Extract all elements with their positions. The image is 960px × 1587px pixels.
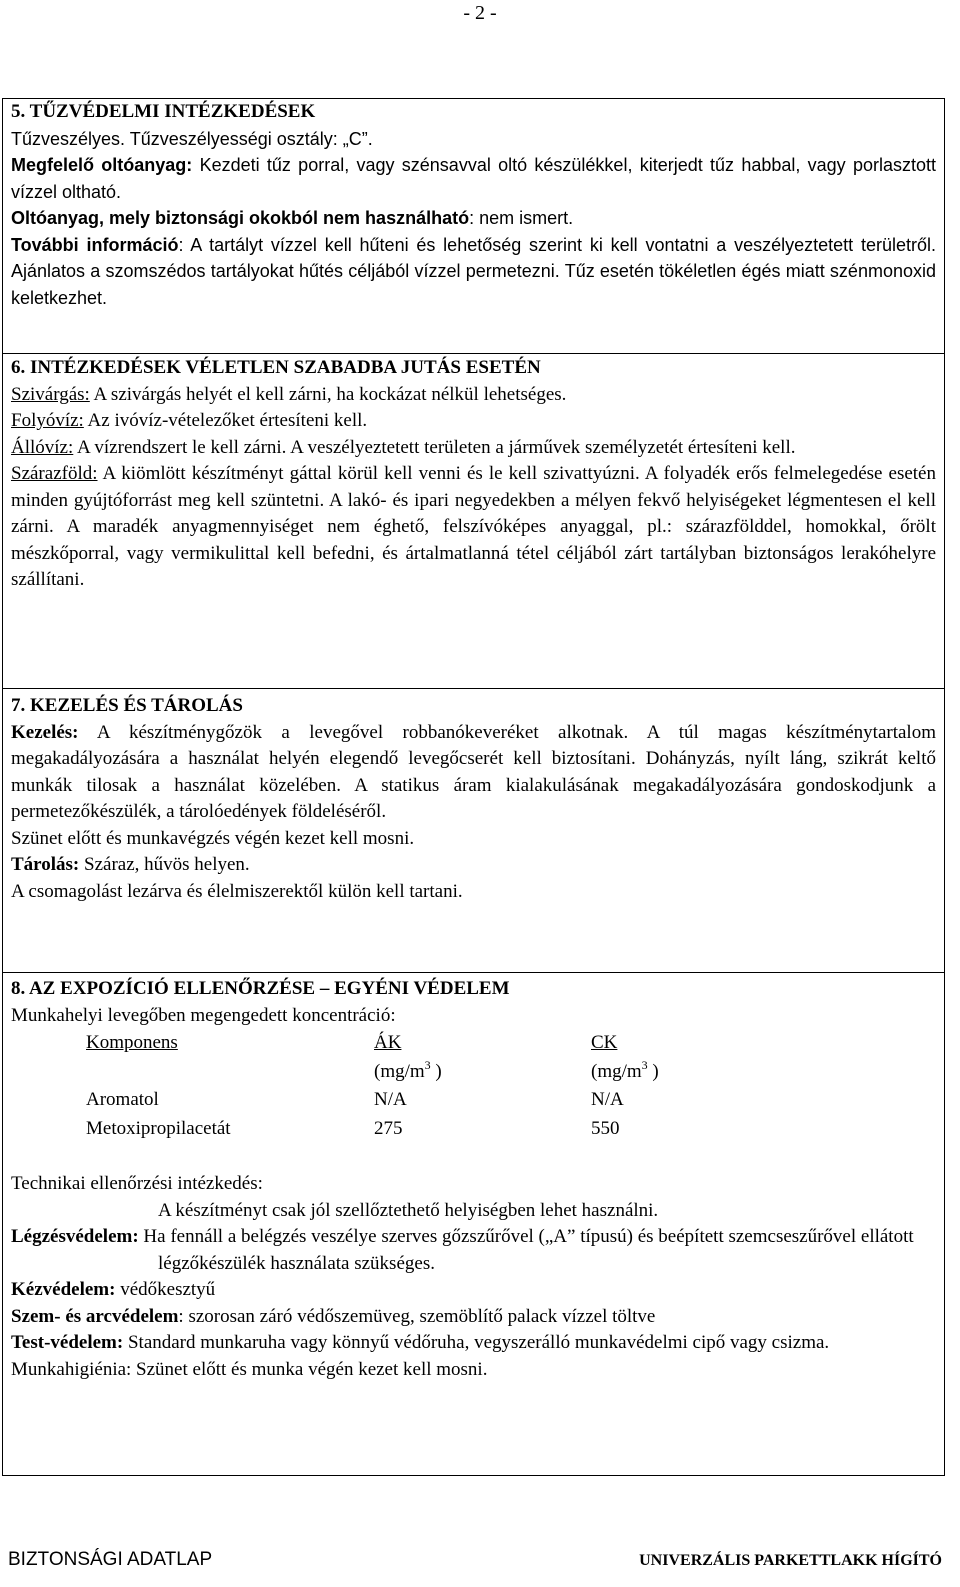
row-ak: 275	[374, 1117, 403, 1139]
section-7-heading: 7. KEZELÉS ÉS TÁROLÁS	[11, 695, 243, 716]
footer-product-name: UNIVERZÁLIS PARKETTLAKK HÍGÍTÓ	[639, 1552, 942, 1569]
flammability-class: Tűzveszélyes. Tűzveszélyességi osztály: „C”.	[11, 128, 373, 149]
respiratory-text: Ha fennáll a belégzés veszélye szerves gőzszűrővel („A” típusú) és beépített szemcseszűrővel ellátott légzőkészülék használata szükséges.	[138, 1226, 914, 1274]
section-divider	[3, 972, 944, 973]
concentration-title: Munkahelyi levegőben megengedett koncentráció:	[11, 1004, 396, 1026]
eye-label: Szem- és arcvédelem	[11, 1305, 179, 1327]
hygiene-line: Munkahigiénia: Szünet előtt és munka végén kezet kell mosni.	[11, 1358, 488, 1380]
table-row	[86, 1086, 659, 1115]
row-ck: 550	[591, 1117, 620, 1139]
further-info-text: : A tartályt vízzel kell hűteni és lehetőség szerint ki kell vontatni a veszélyeztetett területről. Ajánlatos a szomszédos tartályokat hűtés céljából vízzel permetezni. Tűz esetén tökéletlen égés miatt szénmonoxid keletkezhet.	[11, 234, 936, 308]
further-info	[11, 232, 936, 312]
extinguishing-agent-label: Megfelelő oltóanyag:	[11, 155, 193, 175]
still-water-label: Állóvíz:	[11, 436, 74, 458]
section-divider	[3, 353, 944, 354]
table-unit-row	[86, 1058, 659, 1087]
handling-label: Kezelés:	[11, 721, 79, 743]
running-water-line	[11, 408, 936, 435]
col-ak: ÁK	[374, 1032, 402, 1053]
col-component: Komponens	[86, 1032, 178, 1053]
section-8	[11, 976, 936, 1383]
technical-control-label: Technikai ellenőrzési intézkedés:	[11, 1173, 263, 1194]
body-protection	[11, 1330, 936, 1357]
storage-line	[11, 852, 936, 879]
technical-control-text: A készítményt csak jól szellőztethető helyiségben lehet használni.	[158, 1199, 659, 1221]
further-info-label: További információ	[11, 234, 179, 255]
section-5-heading: 5. TŰZVÉDELMI INTÉZKEDÉSEK	[11, 101, 316, 122]
extinguishing-agent	[11, 152, 936, 205]
running-water-label: Folyóvíz:	[11, 410, 84, 431]
section-divider	[3, 688, 944, 689]
table-row	[86, 1115, 659, 1144]
hand-label: Kézvédelem:	[11, 1279, 116, 1300]
handling-line	[11, 720, 936, 826]
section-8-heading: 8. AZ EXPOZÍCIÓ ELLENŐRZÉSE – EGYÉNI VÉDELEM	[11, 978, 510, 999]
section-7	[11, 693, 936, 905]
respiratory-protection	[11, 1224, 936, 1277]
hand-text: védőkesztyű	[115, 1279, 216, 1300]
table-header-row	[86, 1029, 659, 1058]
page-number: - 2 -	[463, 2, 497, 24]
land-line	[11, 461, 936, 594]
eye-protection	[11, 1304, 936, 1331]
unsafe-agent-text: : nem ismert.	[469, 208, 574, 228]
content-frame	[2, 98, 945, 1476]
leak-text: A szivárgás helyét el kell zárni, ha kockázat nélkül lehetséges.	[89, 383, 567, 405]
row-component: Metoxipropilacetát	[86, 1117, 231, 1139]
still-water-line	[11, 435, 936, 462]
body-label: Test-védelem:	[11, 1332, 124, 1353]
wash-line: Szünet előtt és munkavégzés végén kezet kell mosni.	[11, 827, 415, 849]
row-ak: N/A	[374, 1089, 407, 1110]
storage-label: Tárolás:	[11, 854, 80, 875]
handling-text: A készítménygőzök a levegővel robbanókeveréket alkotnak. A túl magas készítménytartalom megakadályozására a használat helyén elegendő levegőcserét kell biztosítani. Dohányzás, nyílt láng, szikrát keltő munkák tilosak a használat közelében. A statikus áram kialakulásának megakadályozására gondoskodjunk a permetezőkészülék, a tárolóedények földeléséről.	[11, 721, 936, 822]
section-6-heading: 6. INTÉZKEDÉSEK VÉLETLEN SZABADBA JUTÁS ESETÉN	[11, 357, 541, 378]
unit-ck: ($mg/m^3$ )	[591, 1057, 659, 1082]
package-line: A csomagolást lezárva és élelmiszerektől külön kell tartani.	[11, 880, 463, 902]
row-ck: N/A	[591, 1089, 624, 1110]
col-ck: CK	[591, 1032, 618, 1053]
section-6	[11, 355, 936, 594]
hand-protection	[11, 1277, 936, 1304]
unsafe-agent	[11, 205, 936, 232]
footer-document-type: BIZTONSÁGI ADATLAP	[8, 1549, 213, 1570]
leak-label: Szivárgás:	[11, 383, 90, 405]
body-text: Standard munkaruha vagy könnyű védőruha, vegyszerálló munkavédelmi cipő vagy csizma.	[123, 1332, 830, 1353]
land-label: Szárazföld:	[11, 463, 98, 484]
extinguishing-agent-text: Kezdeti tűz porral, vagy szénsavval oltó készülékkel, kiterjedt tűz habbal, vagy porlasztott vízzel oltható.	[11, 155, 936, 202]
land-text: A kiömlött készítményt gáttal körül kell venni és le kell szivattyúzni. A folyadék erős felmelegedése esetén minden gyújtóforrást meg kell szüntetni. A lakó- és ipari negyedekben a mélyen fekvő helyiségeket légmentesen el kell zárni. A maradék anyagmennyiséget nem éghető, felszívóképes anyaggal, pl.: szárazfölddel, homokkal, őrölt mészkőporral, vagy vermikulittal kell befedni, és ártalmatlanná tétel céljából zárt tartályban biztonságos lerakóhelyre szállítani.	[11, 463, 936, 590]
storage-text: Száraz, hűvös helyen.	[79, 854, 250, 875]
running-water-text: Az ivóvíz-vételezőket értesíteni kell.	[83, 410, 368, 431]
section-5	[11, 99, 936, 311]
concentration-table	[86, 1029, 659, 1143]
row-component: Aromatol	[86, 1089, 159, 1110]
eye-text: : szorosan záró védőszemüveg, szemöblítő palack vízzel töltve	[178, 1305, 656, 1327]
leak-line	[11, 382, 936, 409]
still-water-text: A vízrendszert le kell zárni. A veszélyeztetett területen a járművek személyzetét értesíteni kell.	[73, 436, 796, 458]
unit-ak: ($mg/m^3$ )	[374, 1057, 442, 1082]
respiratory-label: Légzésvédelem:	[11, 1226, 139, 1247]
unsafe-agent-label: Oltóanyag, mely biztonsági okokból nem használható	[11, 208, 470, 228]
